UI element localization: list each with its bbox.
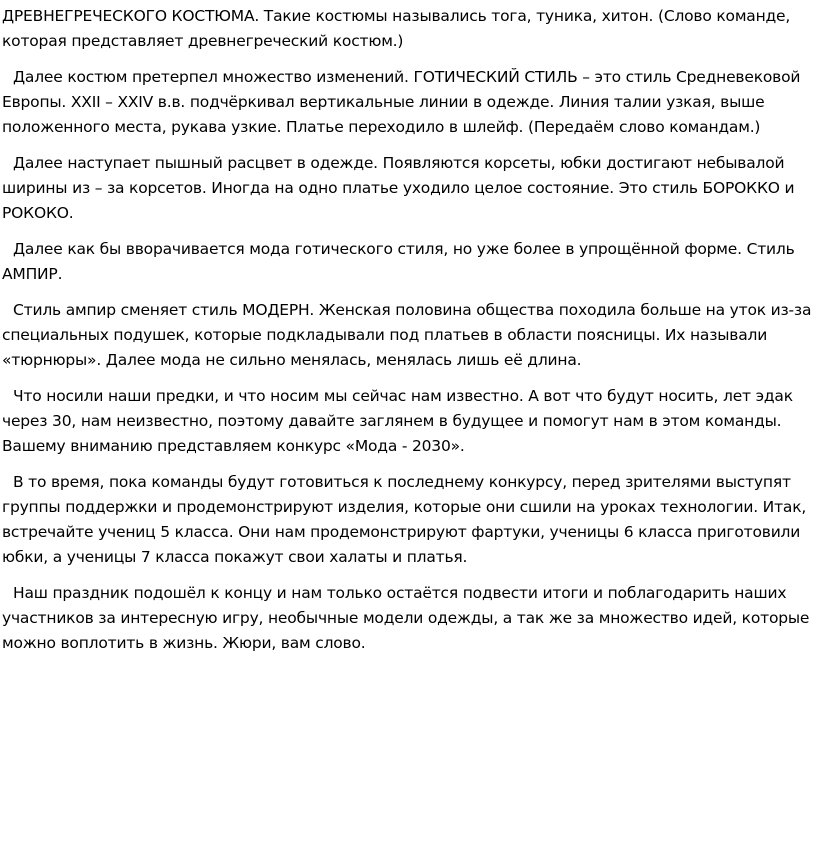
paragraph-gothic-style: Далее костюм претерпел множество изменений. ГОТИЧЕСКИЙ СТИЛЬ – это стиль Средневековой Европы. XXII – XXIV в.в. подчёркивал вертикальные линии в одежде. Линия талии узкая, выше положенного места, рукава узкие. Платье переходило в шлейф. (Передаём слово командам.) (2, 68, 801, 136)
paragraph-baroque-rococo: Далее наступает пышный расцвет в одежде. Появляются корсеты, юбки достигают небывалой ширины из – за корсетов. Иногда на одно платье уходило целое состояние. Это стиль БОРОККО и РОКОКО. (2, 154, 795, 222)
paragraph-fashion-2030: Что носили наши предки, и что носим мы сейчас нам известно. А вот что будут носить, лет эдак через 30, нам неизвестно, поэтому давайте заглянем в будущее и помогут нам в этом команды. Вашему вниманию представляем конкурс «Мода - 2030». (2, 387, 793, 455)
paragraph-support-groups: В то время, пока команды будут готовиться к последнему конкурсу, перед зрителями выступят группы поддержки и продемонстрируют изделия, которые они сшили на уроках технологии. Итак, встречайте учениц 5 класса. Они нам продемонстрируют фартуки, ученицы 6 класса приготовили юбки, а ученицы 7 класса покажут свои халаты и платья. (2, 473, 807, 566)
paragraph-modern-style: Стиль ампир сменяет стиль МОДЕРН. Женская половина общества походила больше на уток из-за специальных подушек, которые подкладывали под платьев в области поясницы. Их называли «тюрнюры». Далее мода не сильно менялась, менялась лишь её длина. (2, 301, 812, 369)
paragraph-empire-style: Далее как бы вворачивается мода готического стиля, но уже более в упрощённой форме. Стиль АМПИР. (2, 240, 795, 283)
paragraph-greek-costume: ДРЕВНЕГРЕЧЕСКОГО КОСТЮМА. Такие костюмы назывались тога, туника, хитон. (Слово команде, которая представляет древнегреческий костюм.) (2, 7, 791, 50)
paragraph-closing: Наш праздник подошёл к концу и нам только остаётся подвести итоги и поблагодарить наших участников за интересную игру, необычные модели одежды, а так же за множество идей, которые можно воплотить в жизнь. Жюри, вам слово. (2, 584, 810, 652)
